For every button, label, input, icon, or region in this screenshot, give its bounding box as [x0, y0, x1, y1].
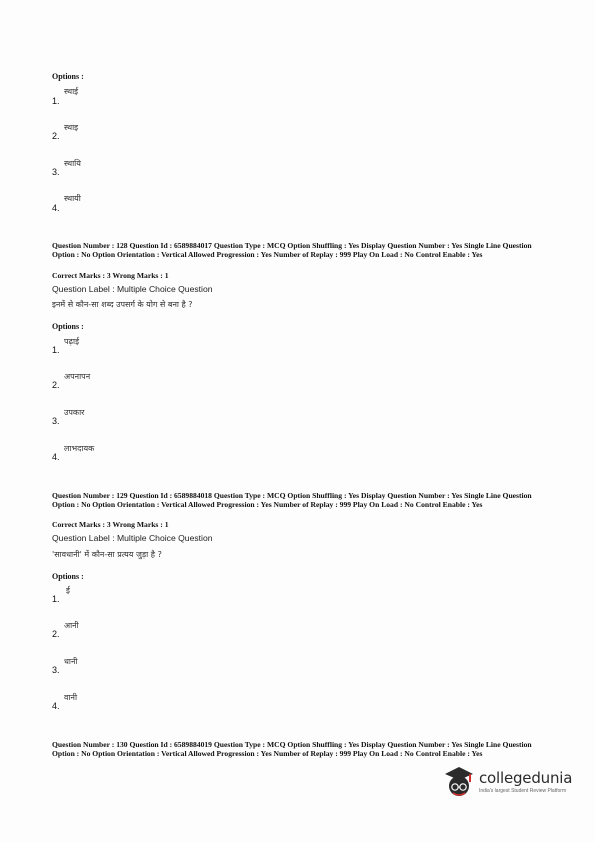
option-number: 3.: [52, 665, 60, 675]
option-text: स्थाइ: [64, 123, 79, 132]
option-text: स्थायी: [64, 194, 81, 203]
question-label: Question Label : Multiple Choice Question: [52, 533, 213, 543]
options-heading: Options :: [52, 572, 84, 581]
question-meta: Question Number : 128 Question Id : 6589884017 Question Type : MCQ Option Shuffling : Yes Display Question Number : Yes Single Line Question Option : No Option Orientation : Vertical Allowed Progression : Yes Number of Replay : 999 Play On Load : No Control Enable : Yes: [52, 241, 532, 259]
option-text: लाभदायक: [64, 444, 95, 453]
logo-tagline: India's largest Student Review Platform: [479, 788, 567, 794]
option-text: अपनापन: [64, 372, 91, 381]
option-text: वानी: [64, 693, 78, 702]
graduate-icon: [441, 762, 481, 802]
question-label: Question Label : Multiple Choice Question: [52, 284, 213, 294]
options-heading: Options :: [52, 322, 84, 331]
option-text: पढ़ाई: [64, 337, 80, 346]
option-text: स्थायि: [64, 159, 81, 168]
option-number: 1.: [52, 96, 60, 106]
option-number: 4.: [52, 701, 60, 711]
option-number: 4.: [52, 203, 60, 213]
option-number: 1.: [52, 594, 60, 604]
question-meta: Question Number : 130 Question Id : 6589884019 Question Type : MCQ Option Shuffling : Yes Display Question Number : Yes Single Line Question Option : No Option Orientation : Vertical Allowed Progression : Yes Number of Replay : 999 Play On Load : No Control Enable : Yes: [52, 740, 532, 758]
option-number: 2.: [52, 629, 60, 639]
option-number: 2.: [52, 131, 60, 141]
option-text: धानी: [64, 657, 78, 666]
option-text: उपकार: [64, 408, 85, 417]
option-text: आनी: [64, 621, 79, 630]
question-marks: Correct Marks : 3 Wrong Marks : 1: [52, 271, 169, 280]
option-text: ई: [66, 586, 70, 595]
option-text: स्थाई: [64, 87, 79, 96]
option-number: 2.: [52, 380, 60, 390]
option-number: 3.: [52, 167, 60, 177]
question-meta: Question Number : 129 Question Id : 6589884018 Question Type : MCQ Option Shuffling : Yes Display Question Number : Yes Single Line Question Option : No Option Orientation : Vertical Allowed Progression : Yes Number of Replay : 999 Play On Load : No Control Enable : Yes: [52, 491, 532, 509]
option-number: 4.: [52, 452, 60, 462]
question-text: इनमें से कौन-सा शब्द उपसर्ग के योग से बना है ?: [52, 300, 193, 309]
option-number: 1.: [52, 345, 60, 355]
option-number: 3.: [52, 416, 60, 426]
question-text: 'सावधानी' में कौन-सा प्रत्यय जुड़ा है ?: [52, 550, 162, 559]
question-marks: Correct Marks : 3 Wrong Marks : 1: [52, 520, 169, 529]
logo-wordmark: collegedunia: [479, 769, 573, 787]
options-heading: Options :: [52, 72, 84, 81]
